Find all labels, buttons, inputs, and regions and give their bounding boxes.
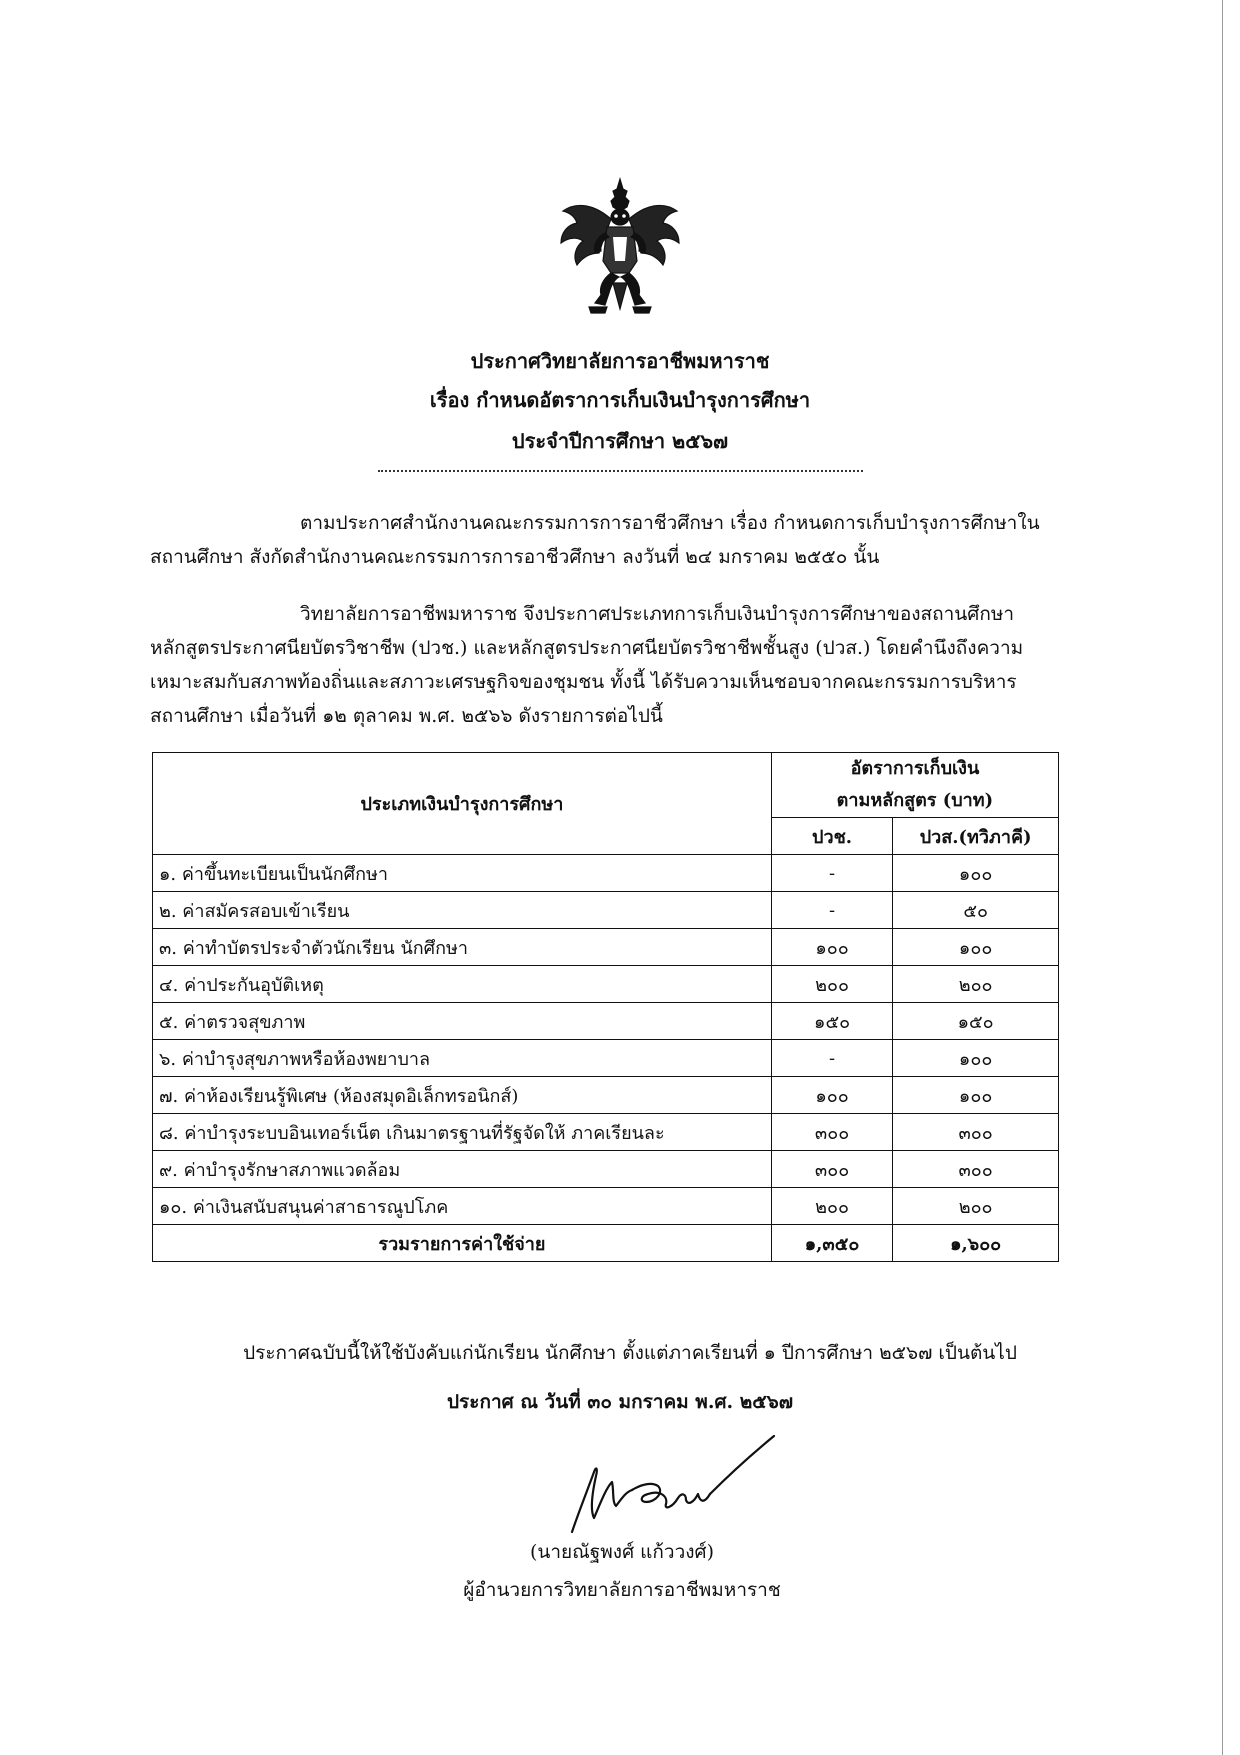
fee-higher-vocational: ๑๐๐: [893, 1040, 1059, 1077]
paragraph-line: ตามประกาศสำนักงานคณะกรรมการการอาชีวศึกษา เรื่อง กำหนดการเก็บบำรุงการศึกษาใน: [300, 512, 1040, 534]
announcement-subject: เรื่อง กำหนดอัตราการเก็บเงินบำรุงการศึกษา: [429, 388, 811, 412]
fee-vocational: ๑๐๐: [771, 1077, 892, 1114]
total-vocational: ๑,๓๕๐: [771, 1225, 892, 1262]
header-fee-type: ประเภทเงินบำรุงการศึกษา: [153, 753, 772, 855]
total-label: รวมรายการค่าใช้จ่าย: [153, 1225, 772, 1262]
dotted-divider: [378, 470, 863, 472]
paragraph-line: สถานศึกษา เมื่อวันที่ ๑๒ ตุลาคม พ.ศ. ๒๕๖๖ ดังรายการต่อไปนี้: [150, 705, 663, 727]
signer-title: ผู้อำนวยการวิทยาลัยการอาชีพมหาราช: [463, 1579, 781, 1601]
paragraph-line: เหมาะสมกับสภาพท้องถิ่นและสภาวะเศรษฐกิจของชุมชน ทั้งนี้ ได้รับความเห็นชอบจากคณะกรรมการบริหาร: [150, 671, 1017, 693]
total-row: [153, 1225, 1059, 1262]
fee-vocational: ๑๐๐: [771, 929, 892, 966]
handwritten-signature: [560, 1432, 780, 1542]
paragraph-reference: [150, 506, 1070, 574]
table-row: [153, 1188, 1059, 1225]
fee-higher-vocational: ๑๐๐: [893, 1077, 1059, 1114]
fee-higher-vocational: ๑๐๐: [893, 929, 1059, 966]
garuda-emblem-icon: [555, 175, 685, 320]
table-row: [153, 1040, 1059, 1077]
fee-vocational: ๒๐๐: [771, 1188, 892, 1225]
scan-edge-line: [1222, 0, 1223, 1755]
fee-higher-vocational: ๒๐๐: [893, 966, 1059, 1003]
table-row: [153, 1077, 1059, 1114]
fee-item: ๑. ค่าขึ้นทะเบียนเป็นนักศึกษา: [153, 855, 772, 892]
announcement-date: ประกาศ ณ วันที่ ๓๐ มกราคม พ.ศ. ๒๕๖๗: [447, 1391, 793, 1413]
table-row: [153, 966, 1059, 1003]
paragraph-announcement: [150, 597, 1070, 733]
table-row: [153, 855, 1059, 892]
fee-higher-vocational: ๓๐๐: [893, 1151, 1059, 1188]
fee-item: ๖. ค่าบำรุงสุขภาพหรือห้องพยาบาล: [153, 1040, 772, 1077]
fee-table: [152, 752, 1059, 1262]
total-higher-vocational: ๑,๖๐๐: [893, 1225, 1059, 1262]
fee-higher-vocational: ๕๐: [893, 892, 1059, 929]
fee-item: ๗. ค่าห้องเรียนรู้พิเศษ (ห้องสมุดอิเล็กทรอนิกส์): [153, 1077, 772, 1114]
fee-vocational: ๓๐๐: [771, 1114, 892, 1151]
fee-higher-vocational: ๑๕๐: [893, 1003, 1059, 1040]
table-row: [153, 1151, 1059, 1188]
paragraph-line: หลักสูตรประกาศนียบัตรวิชาชีพ (ปวช.) และหลักสูตรประกาศนียบัตรวิชาชีพชั้นสูง (ปวส.) โดยคำนึงถึงความ: [150, 637, 1024, 659]
fee-vocational: ๓๐๐: [771, 1151, 892, 1188]
table-row: [153, 929, 1059, 966]
fee-item: ๙. ค่าบำรุงรักษาสภาพแวดล้อม: [153, 1151, 772, 1188]
header-col-vocational-cert: ปวช.: [771, 818, 892, 855]
paragraph-line: วิทยาลัยการอาชีพมหาราช จึงประกาศประเภทการเก็บเงินบำรุงการศึกษาของสถานศึกษา: [300, 603, 1015, 625]
fee-vocational: -: [771, 1040, 892, 1077]
fee-item: ๑๐. ค่าเงินสนับสนุนค่าสาธารณูปโภค: [153, 1188, 772, 1225]
signer-name: (นายณัฐพงศ์ แก้ววงศ์): [529, 1541, 715, 1563]
fee-vocational: -: [771, 855, 892, 892]
fee-item: ๕. ค่าตรวจสุขภาพ: [153, 1003, 772, 1040]
effective-clause: ประกาศฉบับนี้ให้ใช้บังคับแก่นักเรียน นักศึกษา ตั้งแต่ภาคเรียนที่ ๑ ปีการศึกษา ๒๕๖๗ เป็นต้นไป: [243, 1342, 1017, 1364]
header-rate-line2: ตามหลักสูตร (บาท): [836, 790, 994, 811]
fee-higher-vocational: ๑๐๐: [893, 855, 1059, 892]
paragraph-line: สถานศึกษา สังกัดสำนักงานคณะกรรมการการอาชีวศึกษา ลงวันที่ ๒๔ มกราคม ๒๕๕๐ นั้น: [150, 546, 880, 568]
fee-item: ๔. ค่าประกันอุบัติเหตุ: [153, 966, 772, 1003]
fee-item: ๓. ค่าทำบัตรประจำตัวนักเรียน นักศึกษา: [153, 929, 772, 966]
fee-higher-vocational: ๒๐๐: [893, 1188, 1059, 1225]
fee-vocational: ๒๐๐: [771, 966, 892, 1003]
fee-vocational: ๑๕๐: [771, 1003, 892, 1040]
table-row: [153, 892, 1059, 929]
announcement-year: ประจำปีการศึกษา ๒๕๖๗: [511, 429, 729, 453]
fee-vocational: -: [771, 892, 892, 929]
header-rate: [771, 753, 1058, 818]
fee-item: ๘. ค่าบำรุงระบบอินเทอร์เน็ต เกินมาตรฐานที่รัฐจัดให้ ภาคเรียนละ: [153, 1114, 772, 1151]
table-row: [153, 1114, 1059, 1151]
fee-higher-vocational: ๓๐๐: [893, 1114, 1059, 1151]
header-rate-line1: อัตราการเก็บเงิน: [850, 758, 980, 779]
table-row: [153, 1003, 1059, 1040]
announcement-title: ประกาศวิทยาลัยการอาชีพมหาราช: [470, 349, 770, 373]
header-col-higher-vocational-cert: ปวส.(ทวิภาคี): [893, 818, 1059, 855]
fee-item: ๒. ค่าสมัครสอบเข้าเรียน: [153, 892, 772, 929]
